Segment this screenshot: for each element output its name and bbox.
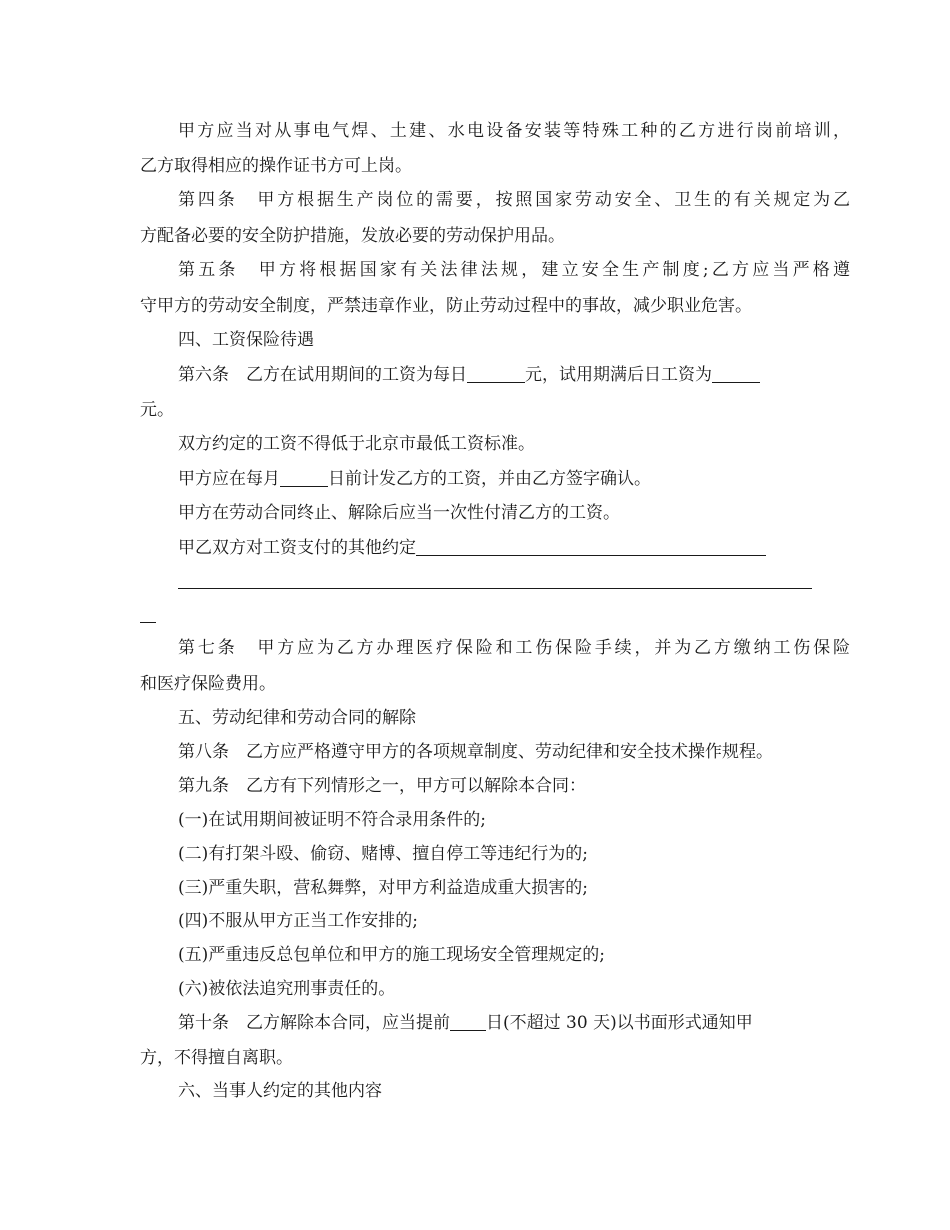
article-10-line2: 方，不得擅自离职。: [140, 1048, 293, 1068]
wage-other-agreement-text: 甲乙双方对工资支付的其他约定: [178, 538, 416, 558]
notice-days-blank: [450, 1013, 486, 1031]
article-10-line1: [178, 1012, 753, 1034]
list-item-1: (一)在试用期间被证明不符合录用条件的;: [178, 810, 486, 830]
paragraph-training-line2: 乙方取得相应的操作证书方可上岗。: [140, 156, 412, 176]
article-9-line: 第九条 乙方有下列情形之一，甲方可以解除本合同：: [178, 776, 586, 796]
section-6-heading: 六、当事人约定的其他内容: [178, 1081, 382, 1101]
wage-payday-text-a: 甲方应在每月: [178, 469, 280, 489]
wage-minimum-line: 双方约定的工资不得低于北京市最低工资标准。: [178, 434, 535, 454]
paragraph-training-line1: 甲方应当对从事电气焊、土建、水电设备安装等特殊工种的乙方进行岗前培训，: [178, 121, 850, 141]
fill-in-rule-long: [178, 588, 812, 589]
fill-in-rule-short: [140, 622, 156, 623]
section-5-heading: 五、劳动纪律和劳动合同的解除: [178, 708, 416, 728]
article-6-line1: [178, 364, 760, 386]
article-6-text-b: 元，试用期满后日工资为: [525, 365, 712, 385]
wage-payday-line: [178, 468, 651, 490]
article-4-line2: 方配备必要的安全防护措施，发放必要的劳动保护用品。: [140, 226, 565, 246]
article-5-line2: 守甲方的劳动安全制度，严禁违章作业，防止劳动过程中的事故，减少职业危害。: [140, 296, 752, 316]
article-10-text-b: 日(不超过 30 天)以书面形式通知甲: [486, 1013, 753, 1033]
article-10-text-a: 第十条 乙方解除本合同，应当提前: [178, 1013, 450, 1033]
article-7-line2: 和医疗保险费用。: [140, 674, 276, 694]
article-6-text-a: 第六条 乙方在试用期间的工资为每日: [178, 365, 467, 385]
wage-settlement-line: 甲方在劳动合同终止、解除后应当一次性付清乙方的工资。: [178, 503, 620, 523]
list-item-3: (三)严重失职，营私舞弊，对甲方利益造成重大损害的;: [178, 878, 588, 898]
daily-wage-trial-blank: [467, 365, 525, 383]
payday-blank: [280, 469, 328, 487]
wage-other-agreement-line: [178, 537, 766, 559]
list-item-4: (四)不服从甲方正当工作安排的;: [178, 911, 418, 931]
article-6-line2: 元。: [140, 400, 174, 420]
article-5-line1: 第五条 甲方将根据国家有关法律法规，建立安全生产制度;乙方应当严格遵: [178, 260, 850, 280]
article-7-line1: 第七条 甲方应为乙方办理医疗保险和工伤保险手续，并为乙方缴纳工伤保险: [178, 638, 850, 658]
article-4-line1: 第四条 甲方根据生产岗位的需要，按照国家劳动安全、卫生的有关规定为乙: [178, 190, 850, 210]
list-item-6: (六)被依法追究刑事责任的。: [178, 979, 396, 999]
section-4-heading: 四、工资保险待遇: [178, 330, 314, 350]
article-8-line: 第八条 乙方应严格遵守甲方的各项规章制度、劳动纪律和安全技术操作规程。: [178, 742, 773, 762]
daily-wage-after-blank: [712, 365, 760, 383]
list-item-5: (五)严重违反总包单位和甲方的施工现场安全管理规定的;: [178, 945, 605, 965]
list-item-2: (二)有打架斗殴、偷窃、赌博、擅自停工等违纪行为的;: [178, 844, 588, 864]
other-agreement-blank: [416, 538, 766, 556]
wage-payday-text-b: 日前计发乙方的工资，并由乙方签字确认。: [328, 469, 651, 489]
